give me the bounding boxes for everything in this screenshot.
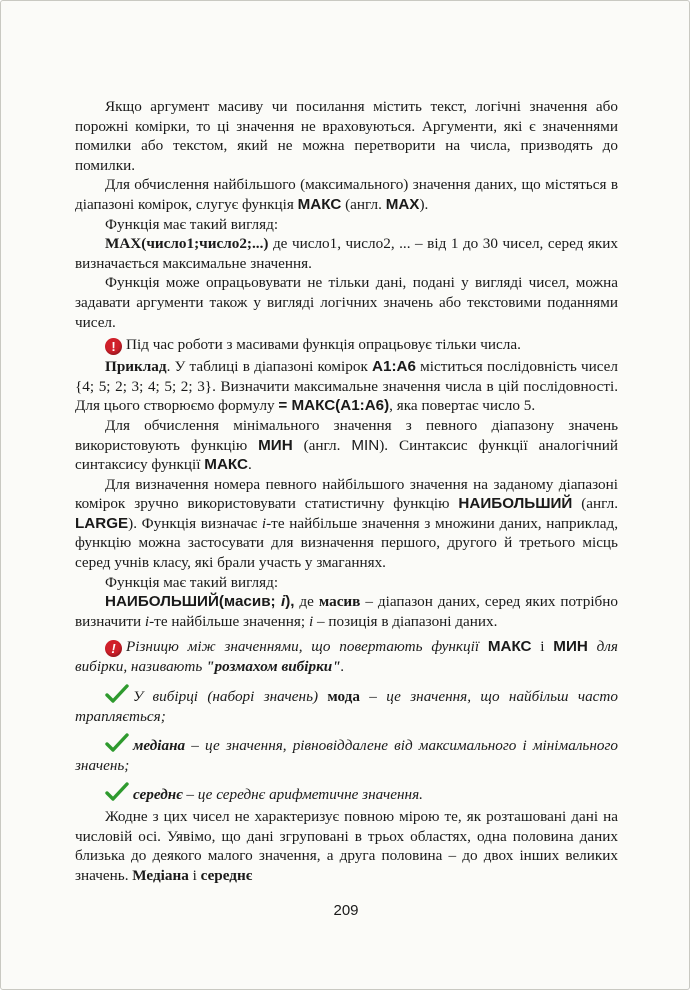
- function-name-max-en: MAX: [385, 195, 420, 213]
- paragraph-large-syntax: [75, 592, 618, 631]
- max-syntax: MAX(число1;число2;...): [105, 235, 269, 253]
- paragraph-max-arguments: Функція може опрацьовувати не тільки дані, подані у вигляді чисел, можна задавати аргументи також у вигляді логічних значень або текстовими поданнями чисел.: [75, 274, 618, 331]
- text-span: Для обчислення найбільшого (максимального) значення даних, що містяться в діапазоні комірок, слугує функція: [75, 176, 618, 213]
- variable-i: і: [261, 514, 267, 532]
- function-name-max: МАКС: [204, 456, 248, 474]
- variable-i: і: [144, 612, 150, 630]
- paragraph-array-arguments: Якщо аргумент масиву чи посилання містить текст, логічні значення або порожні комірки, то ці значення не враховуються. Аргументи, які є значеннями помилки або текстом, який не можна перетворити на числа, призводять до помилки.: [75, 98, 618, 174]
- text-span: Для обчислення мінімального значення з певного діапазону значень використовують функцію: [75, 416, 618, 454]
- text-span: ). Функція визначає: [128, 514, 262, 532]
- function-name-min: МИН: [553, 638, 588, 656]
- cell-range: A1:A6: [372, 358, 416, 376]
- note-range: [75, 637, 618, 677]
- note-text: для вибірки, називають: [75, 638, 618, 676]
- term-mean: середнє: [133, 786, 183, 804]
- check-median: [75, 733, 618, 775]
- paragraph-syntax-label: Функція має такий вигляд:: [105, 215, 279, 233]
- text-span: (англ.: [341, 195, 386, 213]
- text-span: , яка повертає число 5.: [389, 397, 536, 415]
- note-text: .: [340, 658, 345, 676]
- function-name-large-en: LARGE: [75, 514, 129, 532]
- note-text: Різницю між значеннями, що повертають функції: [126, 638, 488, 656]
- term-mean: середнє: [200, 866, 253, 884]
- term-median: Медіана: [132, 866, 189, 884]
- paragraph-large: [75, 475, 618, 573]
- green-checkmark-icon: [105, 733, 129, 753]
- text-span: – позиція в діапазоні даних.: [313, 612, 498, 630]
- text-span: і: [188, 866, 201, 884]
- term-median: медіана: [133, 737, 186, 755]
- paragraph-max-intro: [75, 175, 618, 214]
- page-body: [75, 97, 618, 885]
- example-label: Приклад: [105, 358, 167, 376]
- text-span: де число1, число2, ... – від 1 до 30 чисел, серед яких визначається максимальне значення.: [75, 235, 618, 272]
- term-array: масив: [318, 593, 361, 611]
- text-span: -те найбільше значення;: [149, 612, 309, 630]
- note-arrays: [75, 335, 618, 355]
- term-mode: мода: [327, 688, 360, 706]
- term-sample-range: "розмахом вибірки": [206, 658, 341, 676]
- text-span: міститься послідовність чисел {4; 5; 2; 3; 4; 5; 2; 3}. Визначити максимальне значення числа в цій послідовності. Для цього створюємо формулу: [75, 358, 618, 415]
- text-span: . У таблиці в діапазоні комірок: [166, 358, 373, 376]
- large-syntax-end: ),: [285, 593, 295, 611]
- function-name-min: МИН: [258, 436, 293, 454]
- variable-i: і: [308, 612, 314, 630]
- green-checkmark-icon: [105, 782, 129, 802]
- text-span: – діапазон даних, серед яких потрібно визначити: [75, 593, 619, 630]
- paragraph-max-syntax: [75, 234, 618, 273]
- note-text: Під час роботи з масивами функція опрацьовує тільки числа.: [126, 336, 521, 354]
- function-name-max: МАКС: [297, 195, 342, 213]
- text-span: У вибірці (наборі значень): [133, 688, 328, 706]
- page-number: 209: [333, 902, 359, 919]
- text-span: Для визначення номера певного найбільшого значення на заданому діапазоні комірок зручно використовувати статистичну функцію: [75, 475, 618, 513]
- variable-i: і: [280, 593, 286, 611]
- text-span: .: [247, 456, 252, 474]
- paragraph-example: [75, 357, 618, 416]
- text-span: – це середнє арифметичне значення.: [182, 786, 423, 804]
- function-name-max: МАКС: [487, 638, 532, 656]
- text-span: Жодне з цих чисел не характеризує повною мірою те, як розташовані дані на числовій осі. Уявімо, що дані згруповані в трьох областях, одна половина даних близька до деякого малого значення, а друга половина – до двох інших великих значень.: [75, 808, 618, 884]
- text-span: (англ.: [292, 436, 352, 454]
- text-span: -те найбільше значення з множини даних, наприклад, функцію можна застосувати для визначення першого, другого й третього місць серед учнів класу, які брали участь у змаганнях.: [75, 514, 618, 572]
- check-mean: [75, 782, 618, 805]
- function-name-large: НАИБОЛЬШИЙ: [458, 495, 573, 513]
- exclamation-warning-icon: !: [105, 640, 122, 657]
- text-span: ). Синтаксис функції аналогічний синтаксису функції: [75, 436, 619, 474]
- formula: = МАКС(A1:A6): [278, 397, 390, 415]
- text-span: (англ.: [572, 495, 618, 513]
- paragraph-min: [75, 416, 618, 475]
- text-span: – це значення, що найбільш часто трапляється;: [75, 688, 618, 725]
- paragraph-syntax-label-2: Функція має такий вигляд:: [105, 573, 279, 591]
- paragraph-distribution: [75, 807, 618, 885]
- text-span: ).: [419, 195, 429, 213]
- function-name-min-en: MIN: [351, 436, 380, 454]
- text-span: – це значення, рівновіддалене від максимального і мінімального значень;: [75, 737, 618, 774]
- check-mode: [75, 684, 618, 726]
- text-span: де: [294, 593, 319, 611]
- green-checkmark-icon: [105, 684, 129, 704]
- text-span: і: [531, 638, 554, 656]
- large-syntax: НАИБОЛЬШИЙ(масив;: [105, 593, 281, 611]
- exclamation-warning-icon: !: [105, 338, 122, 355]
